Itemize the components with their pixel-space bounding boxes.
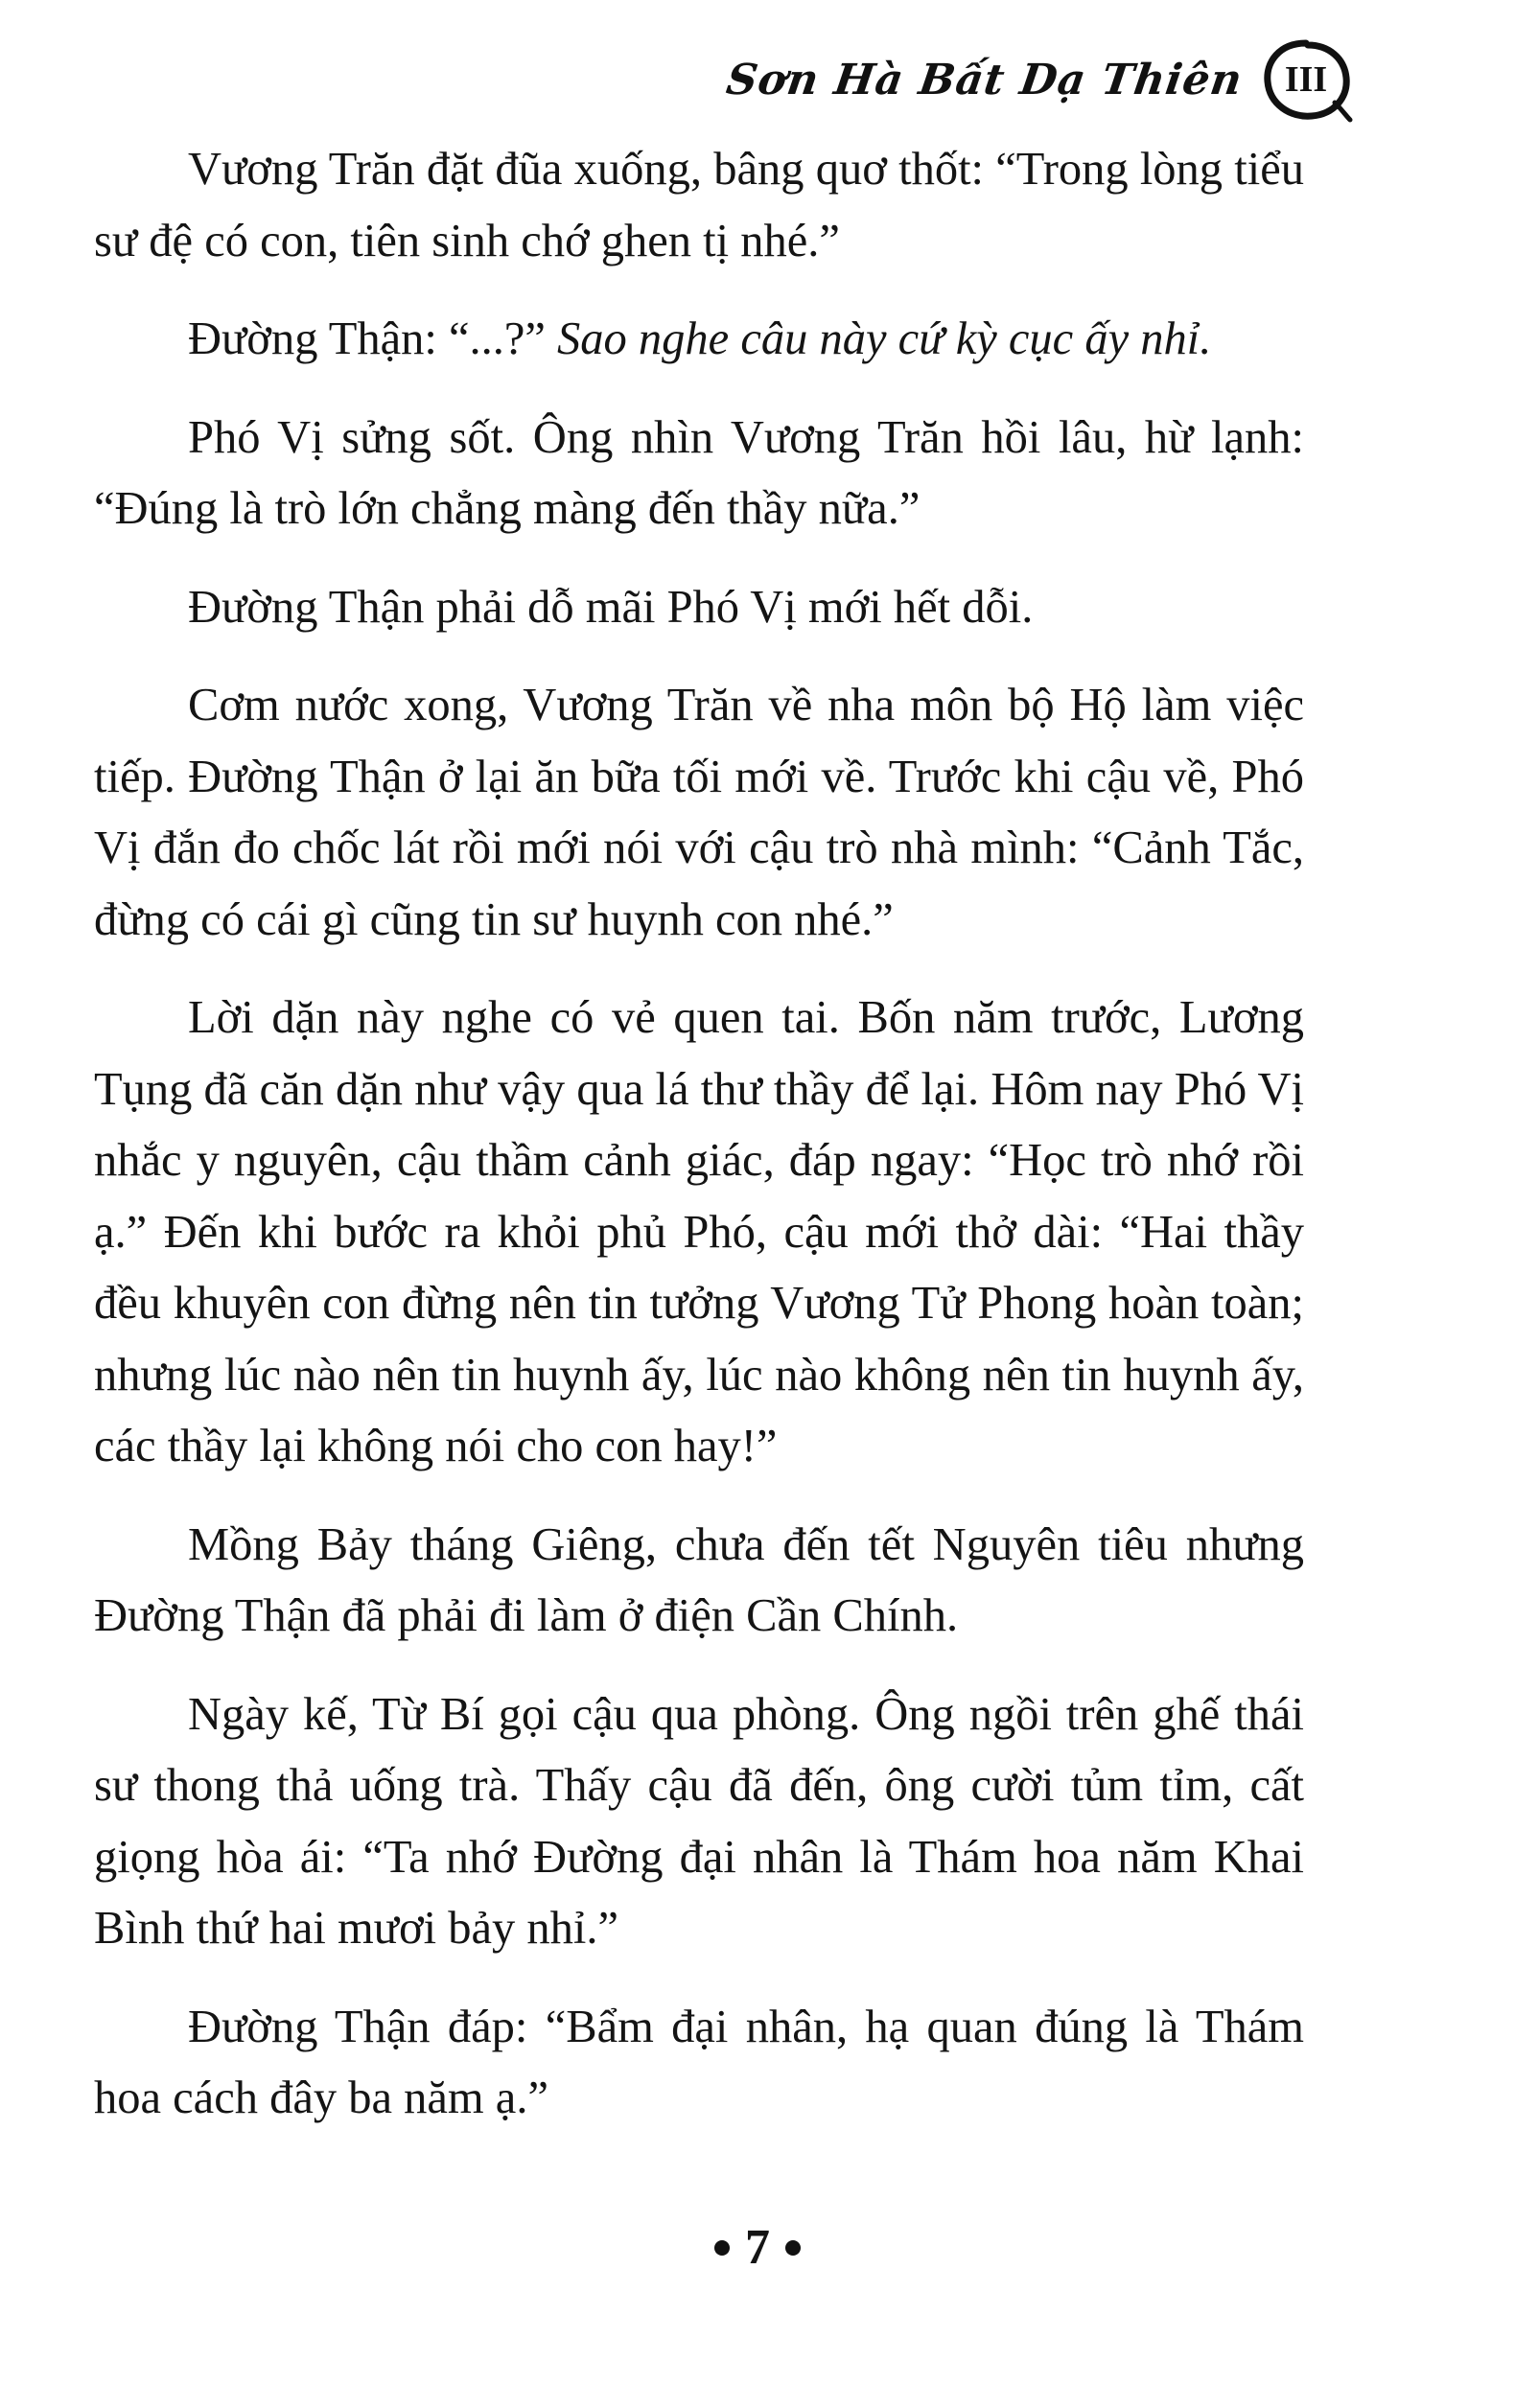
- paragraph: Cơm nước xong, Vương Trăn về nha môn bộ Hộ làm việc tiếp. Đường Thận ở lại ăn bữa tối mới về. Trước khi cậu về, Phó Vị đắn đo chốc lát rồi mới nói với cậu trò nhà mình: “Cảnh Tắc, đừng có cái gì cũng tin sư huynh con nhé.”: [94, 680, 1304, 945]
- paragraph: Phó Vị sửng sốt. Ông nhìn Vương Trăn hồi lâu, hừ lạnh: “Đúng là trò lớn chẳng màng đến thầy nữa.”: [94, 411, 1304, 534]
- paragraph: [94, 304, 1304, 376]
- bullet-dot-icon: [714, 2240, 730, 2256]
- page-number: 7: [745, 2220, 770, 2275]
- paragraph-text: Đường Thận: “...?”: [188, 313, 546, 364]
- paragraph: Đường Thận phải dỗ mãi Phó Vị mới hết dỗi.: [188, 581, 1034, 633]
- bullet-dot-icon: [785, 2240, 801, 2256]
- series-title: Sơn Hà Bất Dạ Thiên: [723, 55, 1247, 104]
- paragraph: Mồng Bảy tháng Giêng, chưa đến tết Nguyên tiêu nhưng Đường Thận đã phải đi làm ở điện Cần Chính.: [94, 1518, 1304, 1641]
- paragraph: Đường Thận đáp: “Bẩm đại nhân, hạ quan đúng là Thám hoa cách đây ba năm ạ.”: [94, 2001, 1304, 2123]
- body-text: [94, 134, 1304, 2162]
- paragraph-italic: Sao nghe câu này cứ kỳ cục ấy nhỉ.: [557, 313, 1212, 364]
- running-header: [723, 17, 1354, 142]
- paragraph: Vương Trăn đặt đũa xuống, bâng quơ thốt: “Trong lòng tiểu sư đệ có con, tiên sinh chớ ghen tị nhé.”: [94, 144, 1304, 266]
- paragraph: Lời dặn này nghe có vẻ quen tai. Bốn năm trước, Lương Tụng đã căn dặn như vậy qua lá thư thầy để lại. Hôm nay Phó Vị nhắc y nguyên, cậu thầm cảnh giác, đáp ngay: “Học trò nhớ rồi ạ.” Đến khi bước ra khỏi phủ Phó, cậu mới thở dài: “Hai thầy đều khuyên con đừng nên tin tưởng Vương Tử Phong hoàn toàn; nhưng lúc nào nên tin huynh ấy, lúc nào không nên tin huynh ấy, các thầy lại không nói cho con hay!”: [94, 992, 1304, 1471]
- page-footer: [0, 2219, 1515, 2276]
- paragraph: Ngày kế, Từ Bí gọi cậu qua phòng. Ông ngồi trên ghế thái sư thong thả uống trà. Thấy cậu đã đến, ông cười tủm tỉm, cất giọng hòa ái: “Ta nhớ Đường đại nhân là Thám hoa năm Khai Bình thứ hai mươi bảy nhỉ.”: [94, 1688, 1304, 1954]
- volume-number: III: [1284, 59, 1328, 100]
- volume-badge: [1258, 35, 1354, 124]
